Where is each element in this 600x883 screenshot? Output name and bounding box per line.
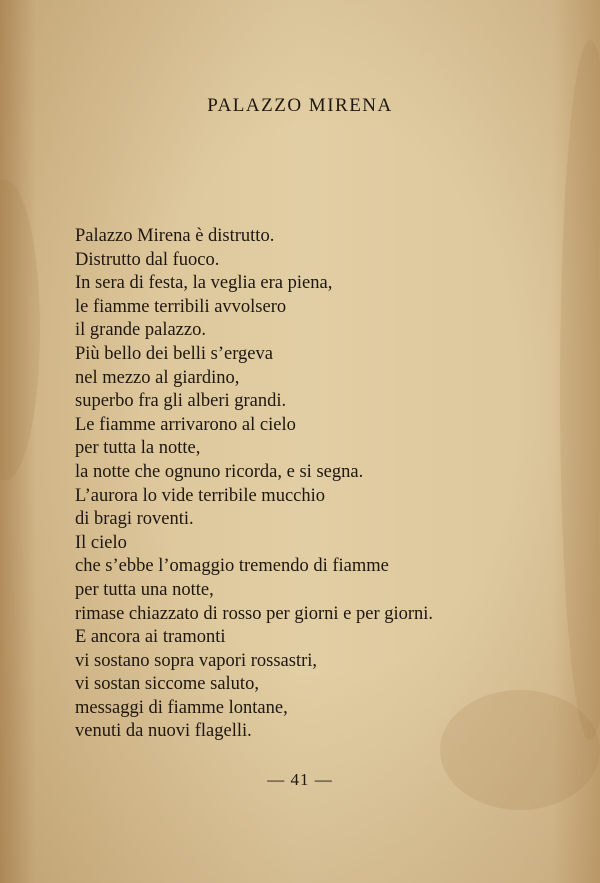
poem-line: vi sostan siccome saluto, [75,674,259,695]
poem-line: Distrutto dal fuoco. [75,249,220,270]
poem-line: messaggi di fiamme lontane, [75,697,288,718]
poem-line: superbo fra gli alberi grandi. [75,391,287,412]
poem-line: Palazzo Mirena è distrutto. [75,226,275,246]
poem-line: vi sostano sopra vapori rossastri, [75,650,318,671]
page-stain [560,40,600,740]
page-stain [0,180,40,480]
poem-line: venuti da nuovi flagelli. [75,721,252,742]
poem-line: le fiamme terribili avvolsero [75,296,287,317]
poem-line: nel mezzo al giardino, [75,367,240,388]
poem-line: L’aurora lo vide terribile mucchio [75,485,326,506]
poem-line: per tutta la notte, [75,438,201,459]
poem-line: la notte che ognuno ricorda, e si segna. [75,461,364,482]
poem-body [75,225,555,744]
poem-line: che s’ebbe l’omaggio tremendo di fiamme [75,556,389,577]
poem-line: In sera di festa, la veglia era piena, [75,273,333,294]
poem-line: rimase chiazzato di rosso per giorni e per giorni. [75,603,434,624]
poem-line: Più bello dei belli s’ergeva [75,343,273,364]
poem-line: E ancora ai tramonti [75,627,226,648]
poem-title: PALAZZO MIRENA [207,95,393,116]
poem-line: di bragi roventi. [75,509,194,530]
page-number: — 41 — [267,770,333,789]
poem-line: per tutta una notte, [75,579,214,600]
poem-line: Il cielo [75,532,127,553]
poem-line: Le fiamme arrivarono al cielo [75,414,296,435]
poem-line: il grande palazzo. [75,320,206,341]
